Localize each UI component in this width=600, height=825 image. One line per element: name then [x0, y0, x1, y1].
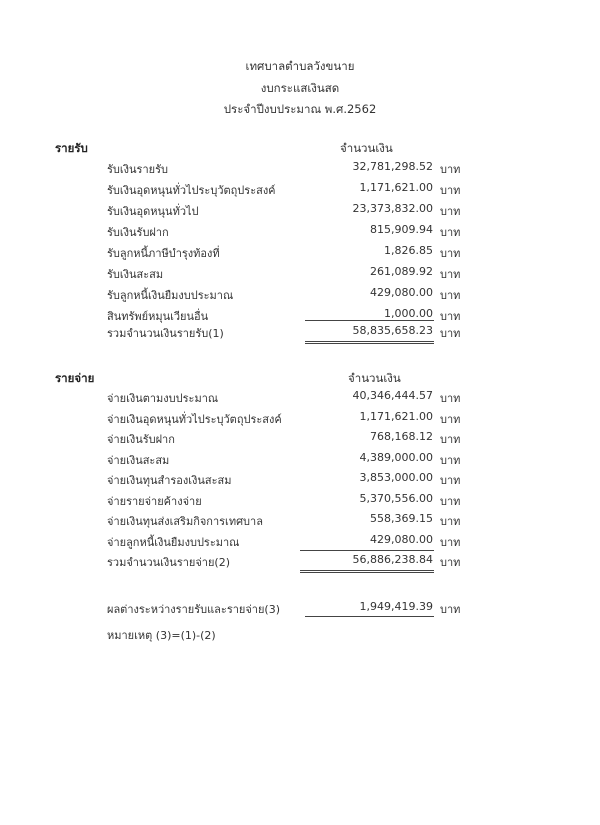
- expense-total-rule-1: [300, 570, 434, 571]
- income-amount-header: จำนวนเงิน: [340, 141, 393, 155]
- income-row-label: สินทรัพย์หมุนเวียนอื่น: [107, 310, 209, 323]
- expense-row-amount: 1,171,621.00: [359, 409, 433, 423]
- income-row-unit: บาท: [440, 226, 461, 239]
- expense-total-unit: บาท: [440, 556, 461, 569]
- income-row-amount: 32,781,298.52: [352, 160, 433, 173]
- expense-row-unit: บาท: [440, 515, 461, 528]
- expense-row-amount: 768,168.12: [370, 430, 433, 443]
- expense-row-label: จ่ายเงินสะสม: [107, 453, 170, 467]
- income-row-amount: 1,826.85: [384, 244, 433, 257]
- income-row-amount: 1,000.00: [384, 307, 433, 320]
- income-row-unit: บาท: [440, 289, 461, 302]
- income-total-row: [0, 324, 600, 344]
- difference-amount: 1,949,419.39: [359, 600, 433, 613]
- expense-row: [0, 471, 600, 491]
- expense-row-unit: บาท: [440, 453, 461, 467]
- expense-row-unit: บาท: [440, 433, 461, 446]
- income-row: [0, 265, 600, 285]
- expense-row-label: จ่ายเงินทุนส่งเสริมกิจการเทศบาล: [107, 515, 263, 528]
- income-row-label: รับเงินรายรับ: [107, 163, 168, 176]
- expense-row-label: จ่ายเงินอุดหนุนทั่วไประบุวัตถุประสงค์: [107, 412, 282, 426]
- income-row-label: รับเงินอุดหนุนทั่วไประบุวัตถุประสงค์: [107, 184, 276, 197]
- expense-row: [0, 389, 600, 409]
- income-row-label: รับเงินรับฝาก: [107, 226, 169, 239]
- income-total-unit: บาท: [440, 327, 461, 340]
- income-row-amount: 429,080.00: [370, 286, 433, 299]
- income-row-amount: 23,373,832.00: [352, 202, 433, 215]
- expense-row: [0, 512, 600, 532]
- income-row-label: รับลูกหนี้ภาษีบำรุงท้องที่: [107, 247, 220, 260]
- statement-title: งบกระแสเงินสด: [260, 81, 340, 95]
- expense-row-amount: 558,369.15: [370, 512, 433, 525]
- income-row: [0, 160, 600, 180]
- income-row-label: รับเงินสะสม: [107, 268, 164, 281]
- difference-label: ผลต่างระหว่างรายรับและรายจ่าย(3): [107, 603, 281, 616]
- income-total-label: รวมจำนวนเงินรายรับ(1): [107, 327, 224, 340]
- expense-row: [0, 451, 600, 471]
- income-row-unit: บาท: [440, 247, 461, 260]
- expense-row-unit: บาท: [440, 412, 461, 426]
- expense-row-unit: บาท: [440, 494, 461, 508]
- expense-row-label: จ่ายรายจ่ายค้างจ่าย: [107, 494, 202, 508]
- expense-section-title: รายจ่าย: [55, 371, 95, 385]
- difference-unit: บาท: [440, 603, 461, 616]
- expense-subtotal-rule: [300, 550, 434, 551]
- income-row-amount: 261,089.92: [370, 265, 433, 278]
- org-name: เทศบาลตำบลวังขนาย: [245, 59, 355, 73]
- income-row-label: รับลูกหนี้เงินยืมงบประมาณ: [107, 289, 234, 302]
- expense-row-amount: 5,370,556.00: [359, 491, 433, 505]
- income-section-title: รายรับ: [55, 141, 88, 155]
- income-total-rule-1: [305, 341, 434, 342]
- fiscal-period: ประจำปีงบประมาณ พ.ศ.2562: [223, 102, 377, 116]
- expense-row-amount: 429,080.00: [370, 532, 433, 546]
- income-row: [0, 244, 600, 264]
- income-row-amount: 815,909.94: [370, 223, 433, 236]
- income-row: [0, 202, 600, 222]
- income-row-unit: บาท: [440, 205, 461, 218]
- difference-rule: [305, 616, 434, 617]
- footnote: หมายเหตุ (3)=(1)-(2): [107, 629, 216, 642]
- income-row: [0, 181, 600, 201]
- expense-row-unit: บาท: [440, 392, 461, 405]
- income-total-rule-2: [305, 343, 434, 344]
- income-row-unit: บาท: [440, 163, 461, 176]
- expense-row-unit: บาท: [440, 474, 461, 487]
- expense-amount-header: จำนวนเงิน: [348, 371, 401, 385]
- income-row-label: รับเงินอุดหนุนทั่วไป: [107, 205, 199, 218]
- expense-row: [0, 430, 600, 450]
- income-row-unit: บาท: [440, 268, 461, 281]
- income-total-amount: 58,835,658.23: [352, 324, 433, 337]
- expense-row-label: จ่ายลูกหนี้เงินยืมงบประมาณ: [107, 535, 240, 549]
- income-row: [0, 286, 600, 306]
- income-row-unit: บาท: [440, 310, 461, 323]
- expense-row-amount: 3,853,000.00: [359, 471, 433, 484]
- expense-row-amount: 4,389,000.00: [359, 450, 433, 464]
- difference-row: [0, 600, 600, 620]
- income-row-amount: 1,171,621.00: [359, 181, 433, 194]
- expense-row-unit: บาท: [440, 535, 461, 549]
- expense-row-amount: 40,346,444.57: [352, 389, 433, 402]
- expense-total-amount: 56,886,238.84: [352, 553, 433, 566]
- expense-total-rule-2: [300, 572, 434, 573]
- expense-row-label: จ่ายเงินตามงบประมาณ: [107, 392, 219, 405]
- expense-row: [0, 410, 600, 430]
- expense-row-label: จ่ายเงินทุนสำรองเงินสะสม: [107, 474, 232, 487]
- income-subtotal-rule: [305, 320, 434, 321]
- expense-row: [0, 492, 600, 512]
- income-row-unit: บาท: [440, 184, 461, 197]
- income-row: [0, 223, 600, 243]
- expense-row-label: จ่ายเงินรับฝาก: [107, 433, 175, 446]
- expense-total-label: รวมจำนวนเงินรายจ่าย(2): [107, 556, 231, 569]
